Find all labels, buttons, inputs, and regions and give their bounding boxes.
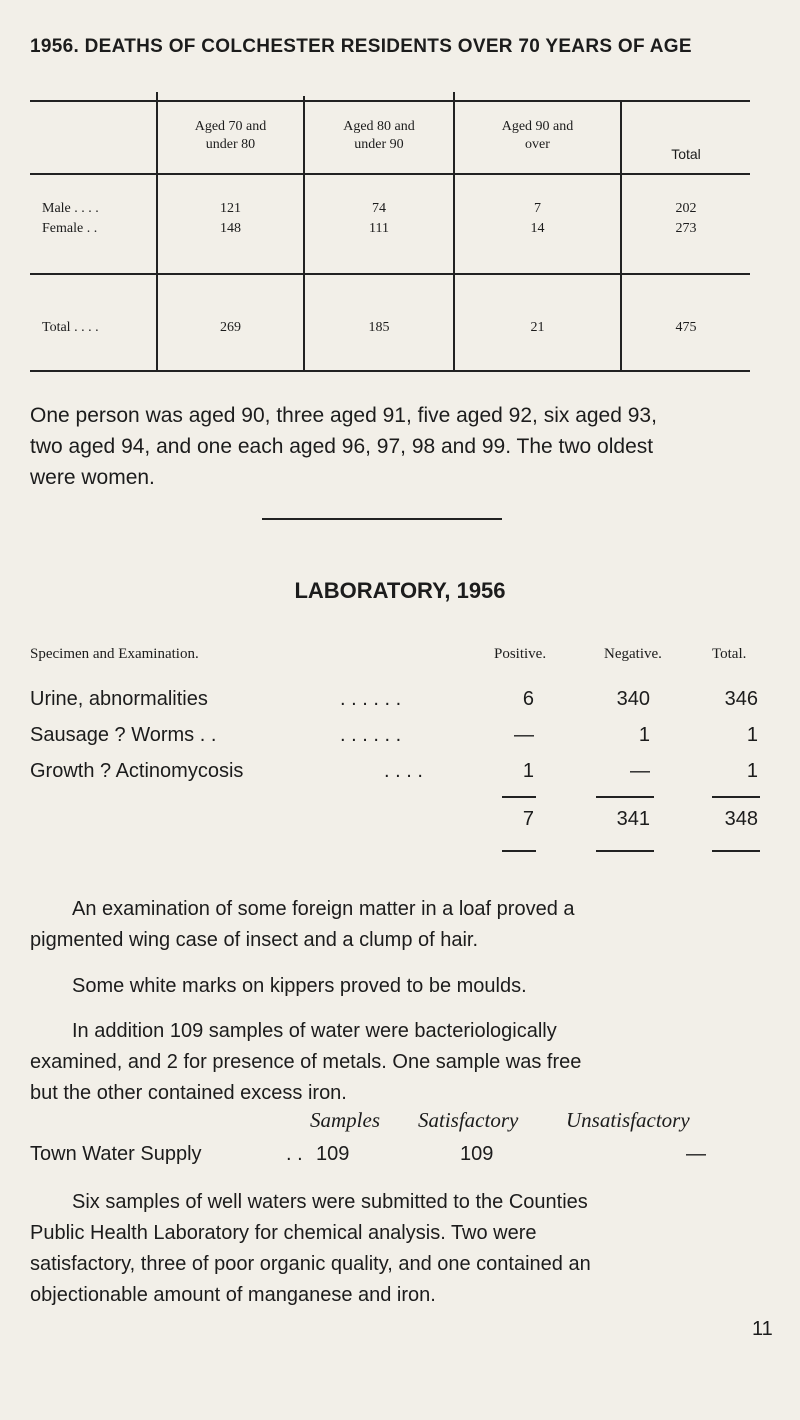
paragraph-line: pigmented wing case of insect and a clump of hair. — [30, 929, 479, 951]
lab-row-label: Urine, abnormalities — [30, 688, 208, 710]
lab-total-positive: 7 — [522, 808, 534, 830]
deaths-table — [0, 0, 800, 370]
paragraph-line: satisfactory, three of poor organic quality, and one contained an — [30, 1253, 591, 1275]
water-header-unsatisfactory: Unsatisfactory — [566, 1108, 690, 1132]
paragraph-line: An examination of some foreign matter in a loaf proved a — [72, 898, 575, 920]
paragraph-line: but the other contained excess iron. — [30, 1082, 347, 1104]
cell-total-70-80: 269 — [220, 320, 241, 335]
table-rule-totals — [30, 273, 750, 275]
cell-female-70-80: 148 — [220, 221, 241, 236]
lab-positive: — — [514, 724, 534, 746]
header-line: Aged 90 and — [501, 119, 574, 134]
paragraph-line: One person was aged 90, three aged 91, five aged 92, six aged 93, — [30, 404, 657, 427]
lab-header-total: Total. — [712, 646, 747, 662]
page-number: 11 — [752, 1318, 773, 1340]
lab-row-label: Sausage ? Worms . . — [30, 724, 217, 746]
water-row-dots: . . — [286, 1143, 303, 1165]
ages-paragraph — [30, 400, 790, 493]
lab-row-dots: . . . . . . — [340, 724, 402, 746]
section-divider — [262, 518, 502, 520]
paragraph-line: Six samples of well waters were submitted to the Counties — [72, 1191, 588, 1213]
header-total: Total — [671, 146, 701, 162]
cell-female-90-over: 14 — [530, 221, 545, 236]
kippers-paragraph: Some white marks on kippers proved to be moulds. — [72, 975, 527, 997]
row-label-male: Male . . . . — [42, 201, 99, 216]
header-line: under 80 — [205, 137, 256, 152]
paragraph-line: objectionable amount of manganese and iron. — [30, 1284, 436, 1306]
lab-row-label: Growth ? Actinomycosis — [30, 760, 244, 782]
header-aged-70-80 — [158, 118, 303, 154]
cell-female-total: 273 — [675, 221, 697, 236]
lab-total: 1 — [746, 724, 758, 746]
laboratory-title: LABORATORY, 1956 — [294, 578, 506, 603]
table-rule-bottom — [30, 370, 750, 372]
cell-male-70-80: 121 — [220, 201, 241, 216]
sum-rule — [712, 850, 760, 852]
table-rule-top — [30, 100, 750, 102]
sum-rule — [596, 796, 654, 798]
paragraph-line: two aged 94, and one each aged 96, 97, 98 and 99. The two oldest — [30, 435, 654, 458]
lab-header-negative: Negative. — [604, 646, 662, 662]
paragraph-line: were women. — [30, 466, 155, 489]
cell-total-90-over: 21 — [530, 320, 545, 335]
row-label-female: Female . . — [42, 221, 98, 236]
sum-rule — [712, 796, 760, 798]
lab-header-specimen: Specimen and Examination. — [30, 646, 199, 662]
page-title: 1956. DEATHS OF COLCHESTER RESIDENTS OVER 70 YEARS OF AGE — [30, 36, 692, 57]
lab-positive: 6 — [522, 688, 534, 710]
row-label-total: Total . . . . — [42, 320, 99, 335]
header-line: under 90 — [354, 137, 404, 152]
water-header-samples: Samples — [310, 1108, 380, 1132]
lab-negative: 340 — [616, 688, 650, 710]
water-paragraph — [30, 1016, 800, 1109]
water-unsatisfactory: — — [686, 1143, 706, 1165]
header-line: Aged 80 and — [343, 119, 415, 134]
cell-total-80-90: 185 — [368, 320, 390, 335]
lab-row-dots: . . . . . . — [340, 688, 402, 710]
lab-total: 1 — [746, 760, 758, 782]
water-header-satisfactory: Satisfactory — [418, 1108, 519, 1132]
header-aged-80-90 — [305, 118, 453, 154]
lab-row-dots: . . . . — [384, 760, 423, 782]
cell-grand-total: 475 — [675, 320, 697, 335]
lab-total: 346 — [724, 688, 758, 710]
paragraph-line: Public Health Laboratory for chemical analysis. Two were — [30, 1222, 537, 1244]
cell-male-90-over: 7 — [534, 201, 541, 216]
water-samples: 109 — [316, 1143, 350, 1165]
header-line: over — [525, 137, 550, 152]
header-line: Aged 70 and — [194, 119, 267, 134]
cell-male-total: 202 — [675, 201, 697, 216]
cell-female-80-90: 111 — [369, 221, 389, 236]
sum-rule — [502, 850, 536, 852]
sum-rule — [596, 850, 654, 852]
lab-total-negative: 341 — [616, 808, 650, 830]
cell-male-80-90: 74 — [372, 201, 386, 216]
lab-negative: — — [630, 760, 650, 782]
table-rule-header — [30, 173, 750, 175]
lab-positive: 1 — [522, 760, 534, 782]
paragraph-line: In addition 109 samples of water were bacteriologically — [72, 1020, 557, 1042]
lab-total-total: 348 — [724, 808, 758, 830]
lab-header-positive: Positive. — [494, 646, 547, 662]
sum-rule — [502, 796, 536, 798]
foreign-matter-paragraph — [30, 894, 800, 956]
wells-paragraph — [30, 1187, 800, 1311]
header-aged-90-over — [455, 118, 620, 154]
water-satisfactory: 109 — [460, 1143, 494, 1165]
water-row-label: Town Water Supply — [30, 1143, 202, 1165]
lab-negative: 1 — [638, 724, 650, 746]
paragraph-line: examined, and 2 for presence of metals. One sample was free — [30, 1051, 582, 1073]
